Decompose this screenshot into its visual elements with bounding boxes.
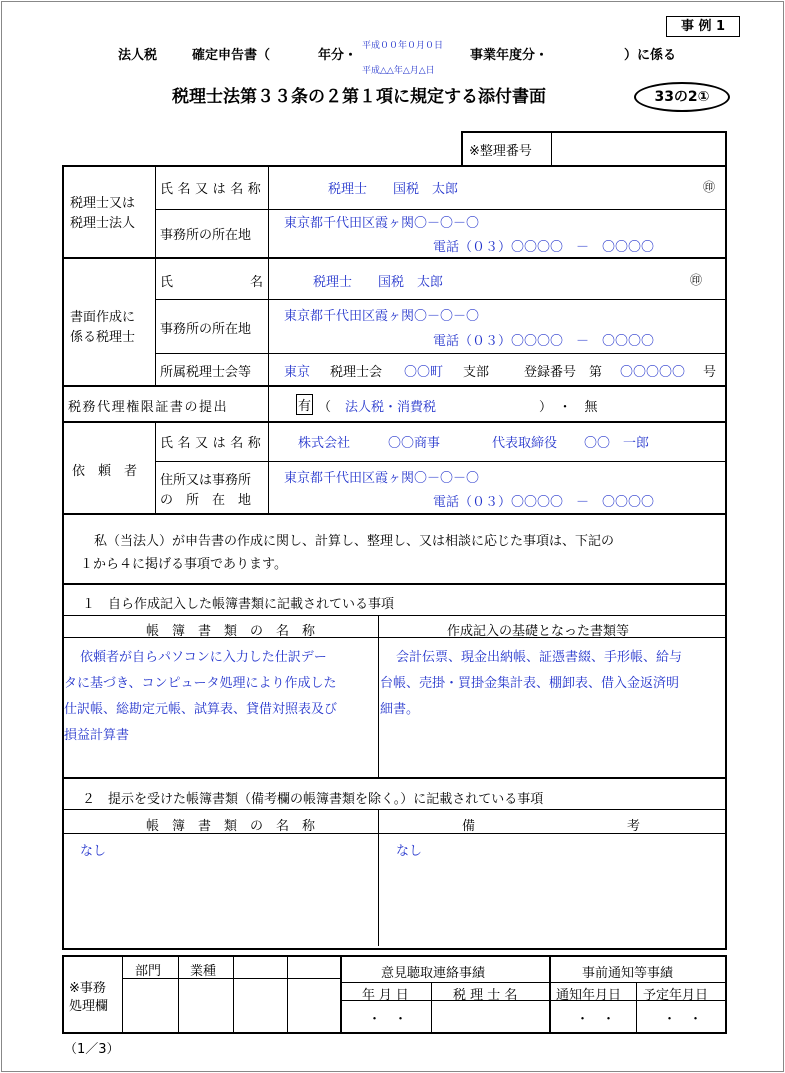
code-badge: 33の2① [634,82,730,112]
tax-accountant-label-1: 税理士又は [70,196,136,211]
pr-name-label-b: 名 [250,275,264,290]
item2-col-right-a: 備 [462,819,476,834]
header-return: 確定申告書（ [192,48,271,63]
office-opinion: 意見聴取連絡事績 [381,966,486,981]
poa-yes-option[interactable]: 有 [296,394,313,415]
office-scheduled-date: 予定年月日 [643,988,709,1003]
case-label: 事 例 1 [666,16,740,37]
item2-right-value[interactable]: なし [396,844,423,859]
office-dots-1: ・ ・ [368,1012,408,1027]
office-dots-2: ・ ・ [576,1012,616,1027]
item1-left-line-4[interactable]: 損益計算書 [64,728,130,743]
pr-assoc-branch-name[interactable]: 〇〇町 [404,365,444,380]
cl-name-label: 氏名又は名称 [160,436,266,451]
item1-col-right: 作成記入の基礎となった書類等 [447,624,630,639]
item2-col-left: 帳 簿 書 類 の 名 称 [146,819,316,834]
ta-address[interactable]: 東京都千代田区霞ヶ関〇－〇－〇 [284,216,480,231]
header-pertaining: ）に係る [624,48,677,63]
cl-rep-title[interactable]: 代表取締役 [492,436,558,451]
page-number: （1／3） [64,1042,120,1057]
item1-col-left: 帳 簿 書 類 の 名 称 [146,624,316,639]
ta-phone[interactable]: 電話（０３）〇〇〇〇 － 〇〇〇〇 [433,240,655,255]
office-label-1: ※事務 [69,981,106,996]
item1-left-line-2[interactable]: タに基づき、コンピュータ処理により作成した [64,676,337,691]
office-label-2: 処理欄 [69,999,109,1014]
office-dept: 部門 [135,964,162,979]
cl-company-name[interactable]: 〇〇商事 [388,436,441,451]
office-date-col: 年月日 [362,988,413,1003]
ta-name-value[interactable]: 税理士 国税 太郎 [328,182,459,197]
poa-label: 税務代理権限証書の提出 [68,400,229,415]
header-corp-tax: 法人税 [118,48,158,63]
preparer-label-1: 書面作成に [70,310,136,325]
poa-taxes[interactable]: 法人税・消費税 [345,400,437,415]
header-fiscal: 事業年度分・ [470,48,549,63]
item1-left-line-1[interactable]: 依頼者が自らパソコンに入力した仕訳デー [80,650,327,665]
pr-address[interactable]: 東京都千代田区霞ヶ関〇－〇－〇 [284,309,480,324]
office-accountant-col: 税 理 士 名 [453,988,518,1003]
header-date-bottom: 平成△△年△月△日 [362,66,435,76]
document-title: 税理士法第３３条の２第１項に規定する添付書面 [172,87,546,107]
pr-seal-icon: ㊞ [690,273,703,287]
pr-phone[interactable]: 電話（０３）〇〇〇〇 － 〇〇〇〇 [433,334,655,349]
poa-open-paren: （ [318,400,332,415]
ta-seal-icon: ㊞ [703,180,716,194]
item1-title: １ 自ら作成記入した帳簿書類に記載されている事項 [82,597,395,612]
office-business: 業種 [190,964,217,979]
cl-rep-name[interactable]: 〇〇 一郎 [584,436,650,451]
cl-phone[interactable]: 電話（０３）〇〇〇〇 － 〇〇〇〇 [433,495,655,510]
item2-col-right-b: 考 [627,819,641,834]
pr-assoc-pref[interactable]: 東京 [284,365,311,380]
item2-left-value[interactable]: なし [80,844,107,859]
office-notice-date: 通知年月日 [556,988,622,1003]
pr-office-label: 事務所の所在地 [160,322,252,337]
cl-address[interactable]: 東京都千代田区霞ヶ関〇－〇－〇 [284,471,480,486]
pr-reg-value[interactable]: 〇〇〇〇〇 [620,365,686,380]
item2-title: ２ 提示を受けた帳簿書類（備考欄の帳簿書類を除く。）に記載されている事項 [82,792,544,807]
client-label: 依 頼 者 [72,464,138,479]
statement-line-2: １から４に掲げる事項であります。 [80,557,287,572]
pr-assoc-kai: 税理士会 [330,365,383,380]
cl-addr-label-2: の 所 在 地 [160,493,252,508]
poa-close-no: ） ・ 無 [539,400,598,415]
ta-name-label: 氏名又は名称 [160,182,266,197]
item1-right-line-1[interactable]: 会計伝票、現金出納帳、証憑書綴、手形帳、給与 [396,650,683,665]
item1-right-line-3[interactable]: 細書。 [380,702,420,717]
statement-line-1: 私（当法人）が申告書の作成に関し、計算し、整理し、又は相談に応じた事項は、下記の [94,534,615,549]
pr-assoc-label: 所属税理士会等 [160,365,252,380]
cl-addr-label-1: 住所又は事務所 [160,473,252,488]
header-date-top: 平成００年０月０日 [362,41,444,51]
ref-number-field[interactable] [554,133,722,163]
tax-accountant-label-2: 税理士法人 [70,216,136,231]
pr-name-label-a: 氏 [160,275,174,290]
preparer-label-2: 係る税理士 [70,330,136,345]
pr-reg-suffix: 号 [703,365,717,380]
cl-company[interactable]: 株式会社 [298,436,351,451]
ta-office-label: 事務所の所在地 [160,228,252,243]
header-year-part: 年分・ [318,48,358,63]
ref-number-label: ※整理番号 [469,144,532,159]
office-advance: 事前通知等事績 [582,966,674,981]
office-dots-3: ・ ・ [663,1012,703,1027]
item1-left-line-3[interactable]: 仕訳帳、総勘定元帳、試算表、貸借対照表及び [64,702,338,717]
pr-assoc-branch: 支部 [463,365,490,380]
pr-reg-label: 登録番号 第 [524,365,603,380]
pr-name-value[interactable]: 税理士 国税 太郎 [313,275,444,290]
item1-right-line-2[interactable]: 台帳、売掛・買掛金集計表、棚卸表、借入金返済明 [380,676,680,691]
